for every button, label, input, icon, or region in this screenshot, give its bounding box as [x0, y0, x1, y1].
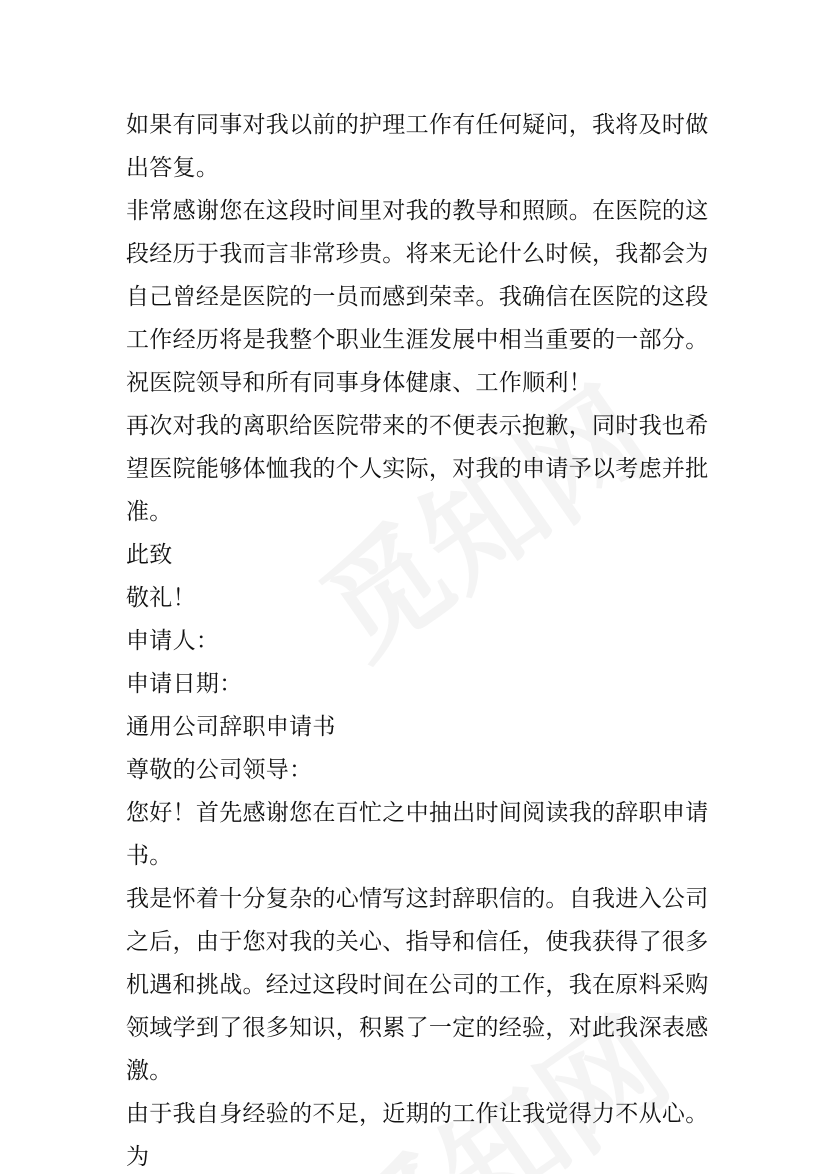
paragraph-greeting: 您好！首先感谢您在百忙之中抽出时间阅读我的辞职申请书。	[126, 800, 709, 869]
salutation: 尊敬的公司领导：	[126, 757, 313, 783]
paragraph-experience: 我是怀着十分复杂的心情写这封辞职信的。自我进入公司之后，由于您对我的关心、指导和信任，使我获得了很多机遇和挑战。经过这段时间在公司的工作，我在原料采购领域学到了很多知识，积累了一定的经验，对此我深表感激。	[126, 886, 709, 1084]
paragraph-gratitude: 非常感谢您在这段时间里对我的教导和照顾。在医院的这段经历于我而言非常珍贵。将来无论什么时候，我都会为自己曾经是医院的一员而感到荣幸。我确信在医院的这段工作经历将是我整个职业生涯发展中相当重要的一部分。	[126, 198, 709, 353]
document-body	[126, 104, 716, 1174]
applicant-label: 申请人：	[126, 628, 220, 654]
section-title: 通用公司辞职申请书	[126, 714, 336, 740]
paragraph-wishes: 祝医院领导和所有同事身体健康、工作顺利！	[126, 370, 592, 396]
closing-jingli: 敬礼！	[126, 585, 196, 611]
paragraph-apology: 再次对我的离职给医院带来的不便表示抱歉，同时我也希望医院能够体恤我的个人实际，对我的申请予以考虑并批准。	[126, 413, 709, 525]
paragraph-shortcomings: 由于我自身经验的不足，近期的工作让我觉得力不从心。为	[126, 1101, 709, 1170]
paragraph-nursing-questions: 如果有同事对我以前的护理工作有任何疑问，我将及时做出答复。	[126, 112, 709, 181]
application-date-label: 申请日期：	[126, 671, 243, 697]
closing-cizhi: 此致	[126, 542, 173, 568]
